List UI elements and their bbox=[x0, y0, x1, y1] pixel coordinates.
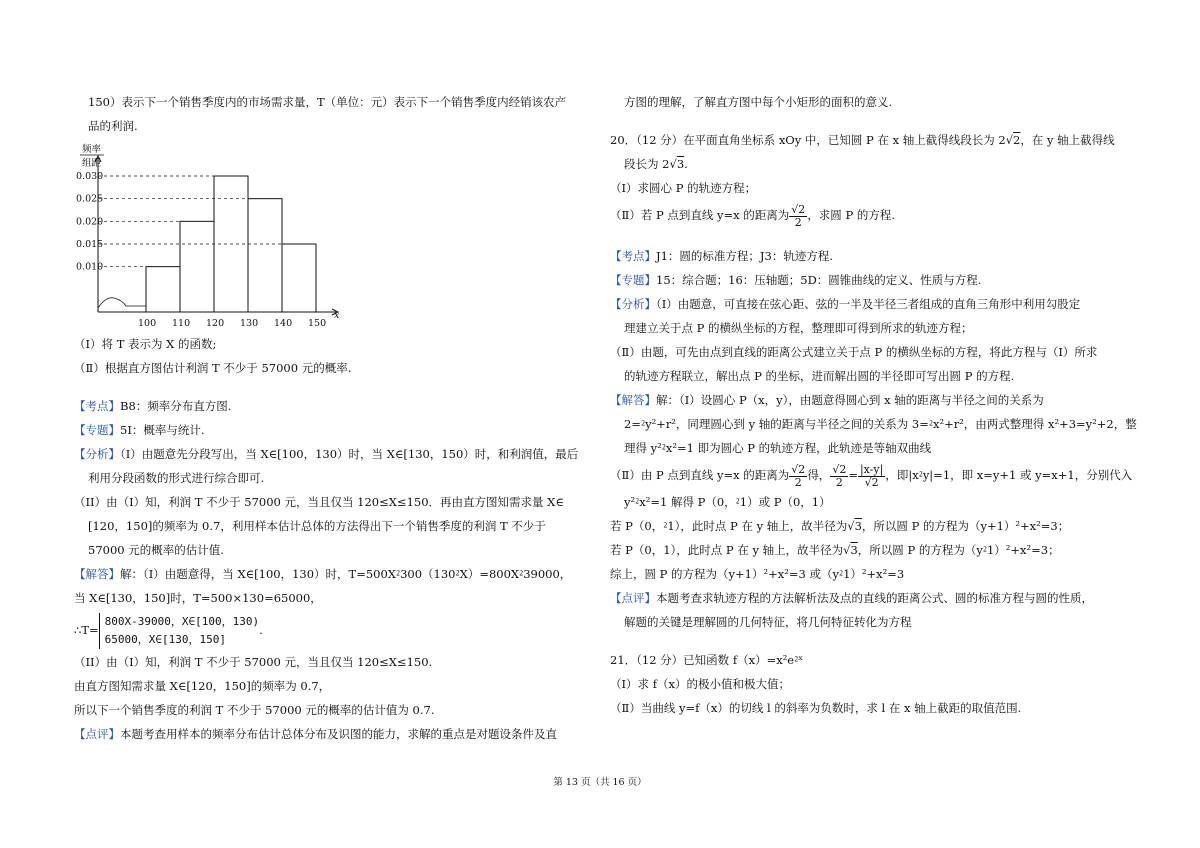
y-tick-label: 0.015 bbox=[76, 239, 104, 250]
axis-break bbox=[98, 298, 146, 308]
dianping-r-line1: 本题考查求轨迹方程的方法解析法及点的直线的距离公式、圆的标准方程与圆的性质， bbox=[656, 591, 1093, 605]
zhuanti-tag-r: 【专题】 bbox=[610, 273, 656, 287]
dianping-r-line2: 解题的关键是理解圆的几何特征，将几何特征转化为方程 bbox=[624, 615, 912, 629]
jieda-line4: 由直方图知需求量 X∈[120，150]的频率为 0.7， bbox=[74, 679, 331, 693]
left-column bbox=[74, 90, 594, 746]
jieda-line3: （II）由（I）知，利润 T 不少于 57000 元，当且仅当 120≤X≤150. bbox=[74, 655, 433, 669]
dianping-tag: 【点评】 bbox=[74, 727, 120, 741]
jieda-r-line5: y²⁲x²=1 解得 P（0，⁲1）或 P（0，1） bbox=[624, 495, 831, 509]
y-tick-label: 0.010 bbox=[76, 261, 104, 273]
x-tick-label: 120 bbox=[206, 318, 225, 329]
problem-20-q1: （Ⅰ）求圆心 P 的轨迹方程； bbox=[610, 181, 757, 195]
problem-intro-line1: 150）表示下一个销售季度内的市场需求量，T（单位：元）表示下一个销售季度内经销该农产 bbox=[88, 95, 567, 109]
ylabel-top: 频率 bbox=[82, 144, 102, 155]
jieda-r-line4: （Ⅱ）由 P 点到直线 y=x 的距离为 $\frac{√2}{2}$ 得， $\frac{√2}{2}$ = $\frac{|x-y|}{√2}$ ，即|x⁲y|=1，即 x=y+1 或 y=x+1，分别代入 bbox=[610, 462, 1133, 489]
fenxi-line2: 利用分段函数的形式进行综合即可. bbox=[88, 471, 265, 485]
histogram-svg bbox=[74, 142, 354, 332]
jieda-line2: 当 X∈[130，150]时，T=500×130=65000， bbox=[74, 591, 322, 605]
fenxi-r-line4: 的轨迹方程联立，解出点 P 的坐标，进而解出圆的半径即可写出圆 P 的方程. bbox=[624, 369, 1015, 383]
sqrt3-radicand: 3 bbox=[676, 157, 685, 171]
piecewise-end: . bbox=[259, 623, 263, 637]
y-tick-label: 0.030 bbox=[76, 171, 104, 182]
problem-20-line2: 段长为 2√3. bbox=[624, 157, 688, 171]
histogram-bar bbox=[248, 199, 282, 312]
sqrt2-radicand: 2 bbox=[1013, 133, 1021, 147]
jieda-r-line7: 若 P（0，1），此时点 P 在 y 轴上，故半径为√3，所以圆 P 的方程为（y⁲1）²+x²=3； bbox=[610, 543, 1060, 557]
x-tick-label: 140 bbox=[274, 318, 293, 329]
jieda-r-line8: 综上，圆 P 的方程为（y+1）²+x²=3 或（y⁲1）²+x²=3 bbox=[610, 567, 905, 581]
problem-21-q1: （Ⅰ）求 f（x）的极小值和极大值； bbox=[610, 677, 790, 691]
kaodian-text-r: J1：圆的标准方程；J3：轨迹方程. bbox=[656, 249, 834, 263]
ylabel-bottom: 组距 bbox=[82, 158, 102, 169]
kaodian-tag-r: 【考点】 bbox=[610, 249, 656, 263]
problem-21: 21．（12 分）已知函数 f（x）=x²e⁲ˣ bbox=[610, 653, 804, 667]
case-1: 800X-39000，X∈[100，130) bbox=[104, 615, 260, 628]
case-2: 65000，X∈[130，150] bbox=[104, 633, 226, 646]
jieda-line1: 解：（I）由题意得，当 X∈[100，130）时，T=500X⁲300（130⁲X）=800X⁲39000， bbox=[120, 567, 572, 581]
zhuanti-text-r: 15：综合题；16：压轴题；5D：圆锥曲线的定义、性质与方程. bbox=[656, 273, 982, 287]
fenxi-tag-r: 【分析】 bbox=[610, 297, 656, 311]
fraction-sqrt2-over-2: $\frac{√2}{2}$ bbox=[791, 202, 806, 229]
piecewise-function bbox=[74, 610, 594, 650]
zhuanti-text: 5I：概率与统计. bbox=[120, 423, 205, 437]
kaodian-text: B8：频率分布直方图. bbox=[120, 399, 232, 413]
fenxi-r-line1: （Ⅰ）由题意，可直接在弦心距、弦的一半及半径三者组成的直角三角形中利用勾股定 bbox=[656, 297, 1081, 311]
dianping-text: 本题考查用样本的频率分布估计总体分布及识图的能力，求解的重点是对题设条件及直 bbox=[120, 727, 557, 741]
question-1: （Ⅰ）将 T 表示为 X 的函数; bbox=[74, 337, 217, 351]
carryover-line: 方图的理解，了解直方图中每个小矩形的面积的意义. bbox=[624, 95, 893, 109]
problem-21-q2: （Ⅱ）当曲线 y=f（x）的切线 l 的斜率为负数时，求 l 在 x 轴上截距的取值范围. bbox=[610, 701, 1022, 715]
x-tick-label: 110 bbox=[172, 318, 191, 329]
page-footer: 第 13 页（共 16 页） bbox=[553, 777, 647, 788]
fenxi-tag: 【分析】 bbox=[74, 447, 120, 461]
problem-20-line1: 20．（12 分）在平面直角坐标系 xOy 中，已知圆 P 在 x 轴上截得线段长为 2√2，在 y 轴上截得线 bbox=[610, 133, 1115, 147]
x-axis-label: x bbox=[334, 310, 340, 321]
right-column bbox=[610, 90, 1137, 720]
fenxi-line1: （I）由题意先分段写出，当 X∈[100，130）时，当 X∈[130，150）时，和利润值，最后 bbox=[120, 447, 579, 461]
histogram-bar bbox=[180, 221, 214, 312]
dianping-tag-r: 【点评】 bbox=[610, 591, 656, 605]
x-tick-label: 100 bbox=[138, 318, 157, 329]
problem-intro-line2: 品的利润. bbox=[88, 119, 138, 133]
kaodian-tag: 【考点】 bbox=[74, 399, 120, 413]
fenxi-line3: （II）由（I）知，利润 T 不少于 57000 元，当且仅当 120≤X≤150．再由直方图知需求量 X∈ bbox=[74, 495, 564, 509]
fenxi-r-line2: 理建立关于点 P 的横纵坐标的方程，整理即可得到所求的轨迹方程； bbox=[624, 321, 973, 335]
y-tick-label: 0.025 bbox=[76, 193, 104, 205]
jieda-line5: 所以下一个销售季度的利润 T 不少于 57000 元的概率的估计值为 0.7. bbox=[74, 703, 435, 717]
zhuanti-tag: 【专题】 bbox=[74, 423, 120, 437]
problem-20-q2: （Ⅱ）若 P 点到直线 y=x 的距离为 $\frac{√2}{2}$ ，求圆 P 的方程. bbox=[610, 202, 896, 229]
jieda-r-line6: 若 P（0，⁲1），此时点 P 在 y 轴上，故半径为√3，所以圆 P 的方程为（y+1）²+x²=3； bbox=[610, 519, 1070, 533]
x-tick-label: 130 bbox=[240, 318, 259, 329]
jieda-tag-r: 【解答】 bbox=[610, 393, 656, 407]
fenxi-r-line3: （Ⅱ）由题，可先由点到直线的距离公式建立关于点 P 的横纵坐标的方程，将此方程与（I）所求 bbox=[610, 345, 1098, 359]
therefore-text: ∴T= bbox=[74, 623, 99, 637]
jieda-r-line1: 解：（Ⅰ）设圆心 P（x，y），由题意得圆心到 x 轴的距离与半径之间的关系为 bbox=[656, 393, 1044, 407]
piecewise-cases bbox=[99, 613, 259, 649]
frequency-histogram bbox=[74, 142, 594, 332]
question-2: （Ⅱ）根据直方图估计利润 T 不少于 57000 元的概率. bbox=[74, 361, 352, 375]
jieda-r-line3: 理得 y²⁲x²=1 即为圆心 P 的轨迹方程，此轨迹是等轴双曲线 bbox=[624, 441, 932, 455]
jieda-tag: 【解答】 bbox=[74, 567, 120, 581]
jieda-r-line2: 2=⁲y²+r²，同理圆心到 y 轴的距离与半径之间的关系为 3=⁲x²+r²，由两式整理得 x²+3=y²+2，整 bbox=[624, 417, 1137, 431]
histogram-bar bbox=[146, 267, 180, 312]
y-tick-label: 0.020 bbox=[76, 216, 104, 228]
fenxi-line5: 57000 元的概率的估计值. bbox=[88, 543, 224, 557]
x-tick-label: 150 bbox=[308, 318, 327, 329]
fenxi-line4: [120，150]的频率为 0.7，利用样本估计总体的方法得出下一个销售季度的利润 T 不少于 bbox=[88, 519, 546, 533]
histogram-bar bbox=[282, 244, 316, 312]
